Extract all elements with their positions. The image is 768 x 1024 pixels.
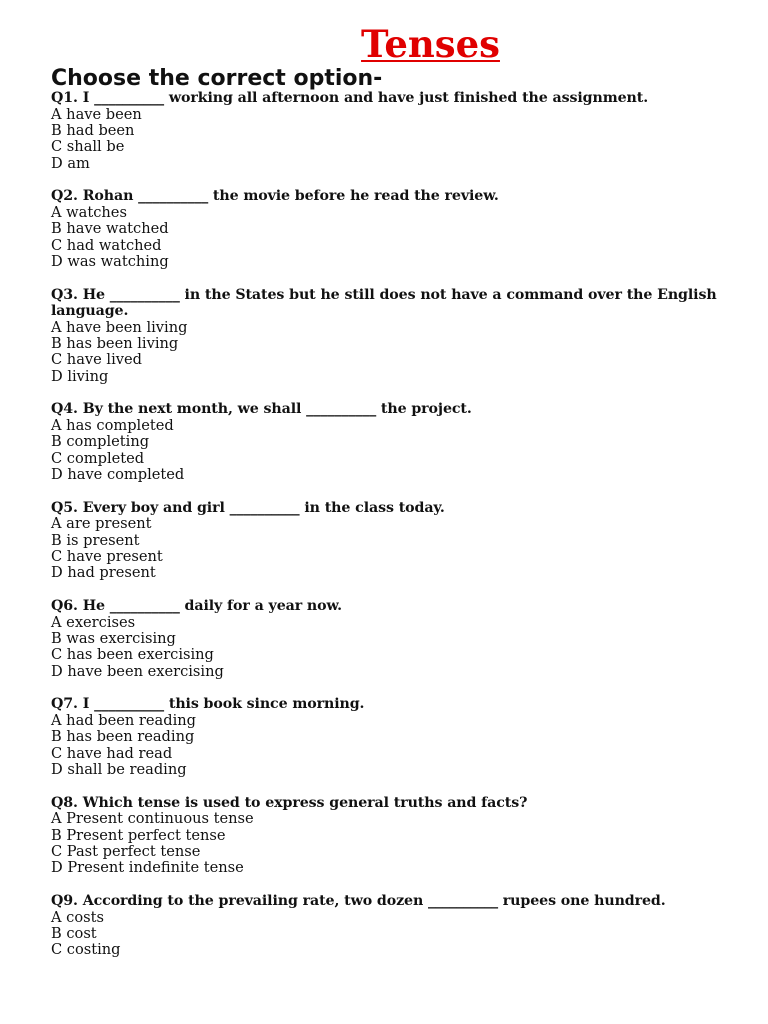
question-block	[51, 795, 741, 877]
answer-option: D shall be reading	[51, 761, 187, 779]
question-text: Q9. According to the prevailing rate, two dozen __________ rupees one hundred.	[51, 893, 666, 909]
question-block	[51, 401, 741, 483]
answer-option: B is present	[51, 531, 140, 549]
answer-option: B completing	[51, 433, 150, 451]
answer-option: B Present perfect tense	[51, 826, 226, 844]
question-block	[51, 287, 741, 386]
question-block	[51, 90, 741, 172]
answer-option: A have been living	[51, 318, 188, 336]
answer-option: B was exercising	[51, 629, 176, 647]
answer-option: A exercises	[51, 613, 136, 631]
answer-option: C had watched	[51, 236, 162, 254]
answer-option: D living	[51, 367, 109, 385]
answer-option: D Present indefinite tense	[51, 859, 244, 877]
answer-option: B cost	[51, 924, 97, 942]
answer-option: D have completed	[51, 466, 185, 484]
question-text: Q2. Rohan __________ the movie before he read the review.	[51, 188, 499, 205]
question-text: Q5. Every boy and girl __________ in the class today.	[51, 499, 445, 516]
question-text: Q3. He __________ in the States but he still does not have a command over the English language.	[51, 286, 717, 320]
answer-option: D have been exercising	[51, 662, 224, 680]
answer-option: B has been reading	[51, 728, 195, 746]
answer-option: C costing	[51, 941, 121, 959]
answer-option: B has been living	[51, 335, 179, 353]
answer-option: B had been	[51, 121, 135, 139]
answer-option: B have watched	[51, 220, 169, 238]
answer-option: C have present	[51, 548, 163, 566]
question-block	[51, 696, 741, 778]
answer-option: C completed	[51, 449, 145, 467]
answer-option: A watches	[51, 203, 127, 221]
answer-option: A costs	[51, 908, 104, 926]
answer-option: C have had read	[51, 744, 173, 762]
answer-option: D had present	[51, 564, 156, 582]
answer-option: A has completed	[51, 416, 174, 434]
answer-option: A had been reading	[51, 711, 196, 729]
answer-option: D was watching	[51, 253, 169, 271]
question-text: Q1. I __________ working all afternoon and have just finished the assignment.	[51, 90, 649, 106]
answer-option: A Present continuous tense	[51, 810, 254, 828]
question-block	[51, 598, 741, 680]
answer-option: C have lived	[51, 351, 142, 369]
page-title: Tenses	[361, 22, 500, 66]
question-list	[51, 90, 741, 975]
question-block	[51, 893, 741, 959]
answer-option: A are present	[51, 515, 152, 533]
question-text: Q8. Which tense is used to express general truths and facts?	[51, 794, 528, 811]
question-text: Q7. I __________ this book since morning.	[51, 696, 365, 713]
instruction-heading: Choose the correct option-	[51, 66, 383, 91]
answer-option: D am	[51, 154, 90, 172]
answer-option: C shall be	[51, 138, 125, 156]
question-block	[51, 500, 741, 582]
question-block	[51, 188, 741, 270]
question-text: Q4. By the next month, we shall __________ the project.	[51, 401, 472, 418]
answer-option: A have been	[51, 105, 142, 123]
question-text: Q6. He __________ daily for a year now.	[51, 598, 343, 615]
answer-option: C Past perfect tense	[51, 843, 201, 860]
answer-option: C has been exercising	[51, 646, 214, 664]
